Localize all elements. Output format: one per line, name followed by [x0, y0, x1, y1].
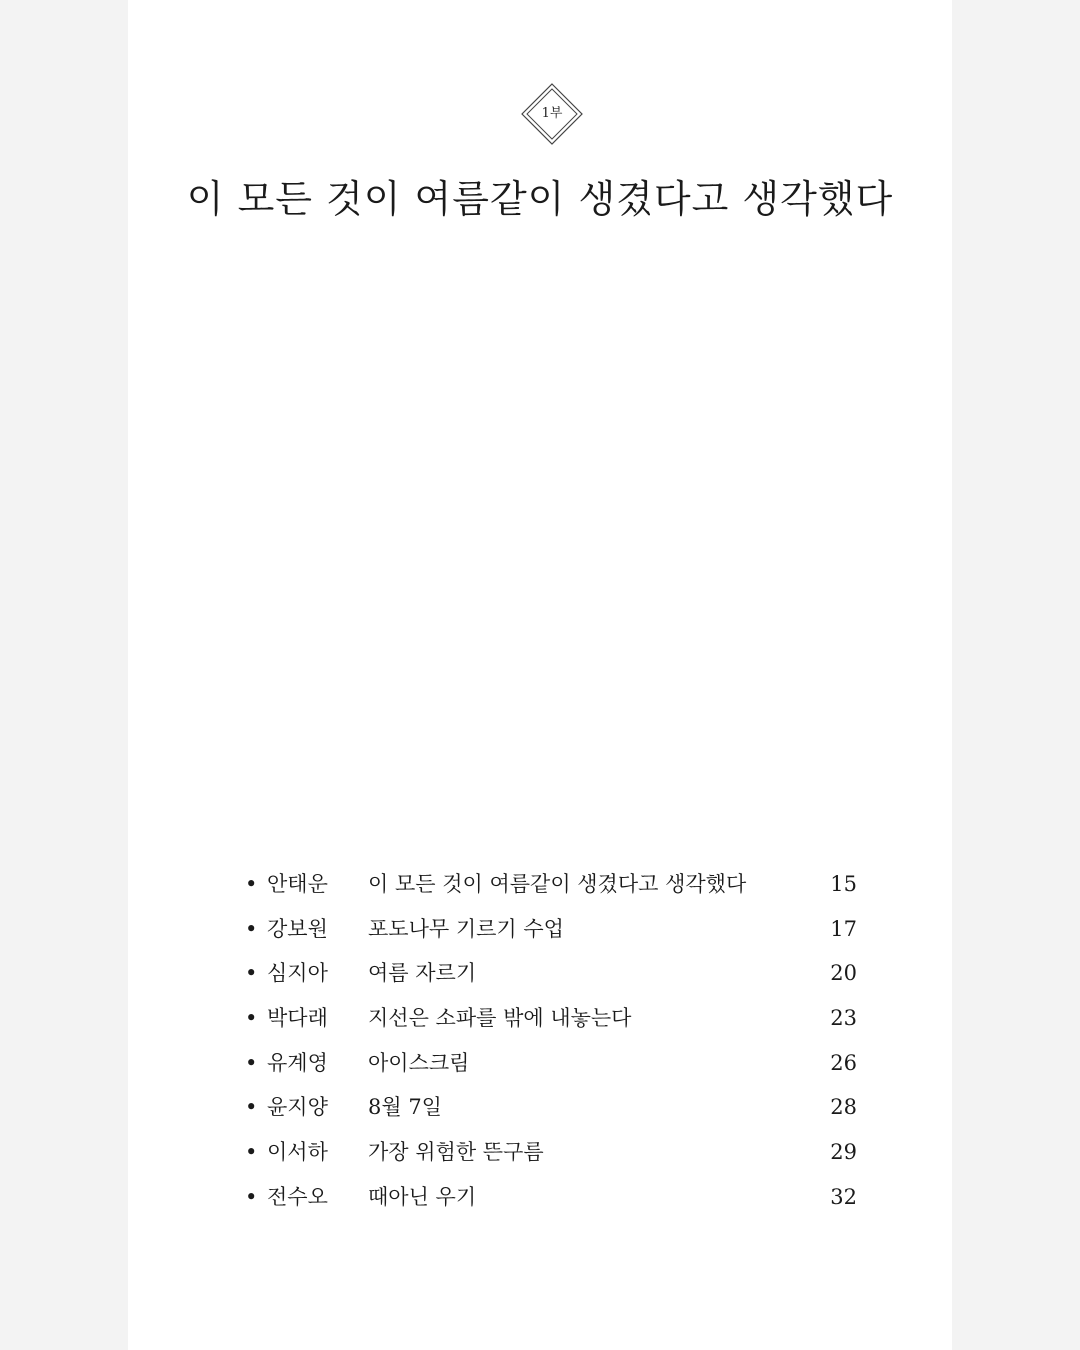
toc-page-number: 23 — [830, 1006, 857, 1031]
toc-entry[interactable] — [245, 951, 860, 996]
toc-author: 강보원 — [267, 916, 328, 941]
toc-page-number: 29 — [830, 1140, 857, 1165]
toc-title: 이 모든 것이 여름같이 생겼다고 생각했다 — [368, 872, 747, 896]
toc-page-number: 17 — [830, 916, 857, 941]
bullet: • — [245, 1006, 258, 1031]
part-number: 1부 — [541, 106, 563, 121]
toc-entry[interactable] — [245, 1130, 860, 1175]
toc-entry[interactable] — [245, 1041, 860, 1086]
bullet: • — [245, 961, 258, 986]
toc-title: 가장 위험한 뜬구름 — [368, 1140, 544, 1165]
toc-author: 박다래 — [267, 1006, 328, 1031]
toc-page-number: 15 — [830, 872, 857, 896]
toc-entry[interactable] — [245, 1085, 860, 1130]
toc-page-number: 28 — [830, 1095, 857, 1120]
toc-title: 때아닌 우기 — [368, 1184, 477, 1209]
toc-author: 윤지양 — [267, 1095, 328, 1120]
toc-entry[interactable] — [245, 862, 860, 907]
toc-title: 지선은 소파를 밖에 내놓는다 — [368, 1006, 632, 1031]
toc-author: 안태운 — [267, 872, 328, 896]
toc-title: 8월 7일 — [368, 1095, 442, 1120]
toc-page-number: 32 — [830, 1184, 857, 1209]
toc-page-number: 26 — [830, 1050, 857, 1075]
bullet: • — [245, 1184, 258, 1209]
bullet: • — [245, 1095, 258, 1120]
part-title: 이 모든 것이 여름같이 생겼다고 생각했다 — [186, 177, 894, 221]
bullet: • — [245, 1140, 258, 1165]
toc-author: 심지아 — [267, 961, 328, 986]
bullet: • — [245, 872, 258, 896]
toc-entry[interactable] — [245, 996, 860, 1041]
toc-title: 여름 자르기 — [368, 961, 477, 986]
toc-entry[interactable] — [245, 1175, 860, 1220]
table-of-contents — [245, 862, 860, 1220]
bullet: • — [245, 1050, 258, 1075]
toc-page-number: 20 — [830, 961, 857, 986]
toc-author: 전수오 — [267, 1184, 328, 1209]
toc-author: 유계영 — [267, 1050, 328, 1075]
bullet: • — [245, 916, 258, 941]
part-badge — [521, 83, 583, 145]
toc-author: 이서하 — [267, 1140, 328, 1165]
toc-title: 포도나무 기르기 수업 — [368, 916, 564, 941]
toc-title: 아이스크림 — [368, 1050, 470, 1075]
toc-entry[interactable] — [245, 907, 860, 952]
